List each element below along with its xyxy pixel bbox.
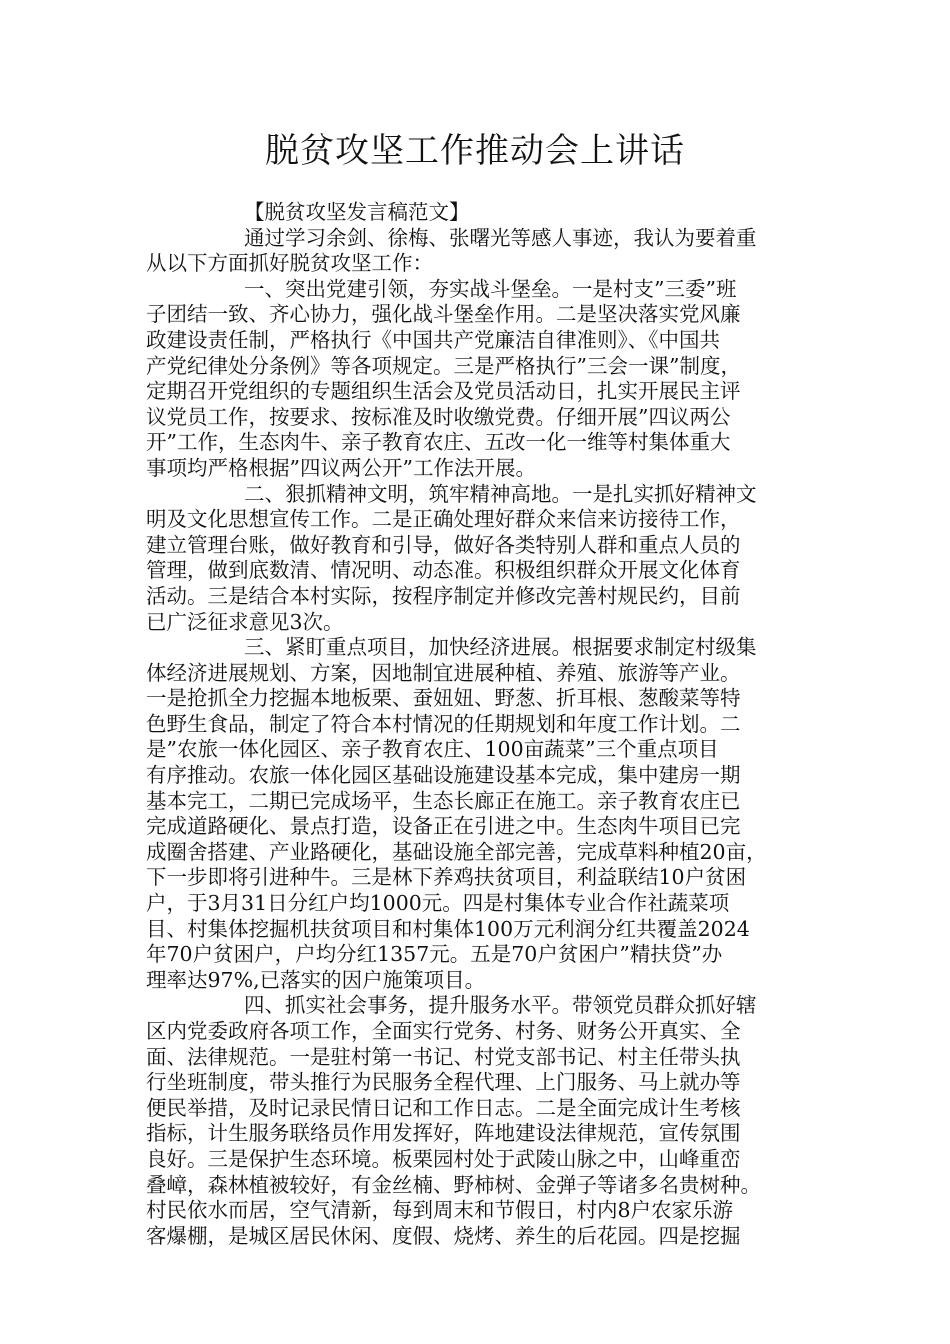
text-line: 开”工作，生态肉牛、亲子教育农庄、五改一化一维等村集体重大 — [146, 430, 731, 455]
text-line: 建立管理台账，做好教育和引导，做好各类特别人群和重点人员的 — [146, 532, 741, 557]
text-line: 三、紧盯重点项目，加快经济进展。根据要求制定村级集 — [244, 635, 757, 660]
text-line: 政建设责任制，严格执行《中国共产党廉洁自律准则》、《中国共 — [146, 327, 720, 352]
text-line: 一、突出党建引领，夯实战斗堡垒。一是村支”三委”班 — [244, 276, 737, 301]
text-line: 定期召开党组织的专题组织生活会及党员活动日，扎实开展民主评 — [146, 379, 741, 404]
text-line: 目、村集体挖掘机扶贫项目和村集体100万元利润分红共覆盖2024 — [146, 916, 750, 941]
text-line: 面、法律规范。一是驻村第一书记、村党支部书记、村主任带头执 — [146, 1044, 741, 1069]
text-line: 体经济进展规划、方案，因地制宜进展种植、养殖、旅游等产业。 — [146, 660, 741, 685]
text-line: 一是抢抓全力挖掘本地板栗、蚕妞妞、野葱、折耳根、葱酸菜等特 — [146, 686, 741, 711]
text-line: 便民举措，及时记录民情日记和工作日志。二是全面完成计生考核 — [146, 1095, 741, 1120]
text-line: 管理，做到底数清、情况明、动态准。积极组织群众开展文化体育 — [146, 558, 741, 583]
text-line: 事项均严格根据”四议两公开”工作法开展。 — [146, 455, 536, 480]
text-line: 从以下方面抓好脱贫攻坚工作： — [146, 251, 433, 276]
text-line: 指标，计生服务联络员作用发挥好，阵地建设法律规范，宣传氛围 — [146, 1121, 741, 1146]
text-line: 子团结一致、齐心协力，强化战斗堡垒作用。二是坚决落实党风廉 — [146, 302, 741, 327]
text-line: 客爆棚，是城区居民休闲、度假、烧烤、养生的后花园。四是挖掘 — [146, 1223, 741, 1248]
text-line: 产党纪律处分条例》等各项规定。三是严格执行”三会一课”制度， — [146, 353, 741, 378]
text-line: 活动。三是结合本村实际，按程序制定并修改完善村规民约，目前 — [146, 583, 741, 608]
text-line: 叠嶂，森林植被较好，有金丝楠、野柿树、金弹子等诸多名贵树种。 — [146, 1172, 761, 1197]
text-line: 议党员工作，按要求、按标准及时收缴党费。仔细开展”四议两公 — [146, 404, 731, 429]
text-line: 年70户贫困户，户均分红1357元。五是70户贫困户”精扶贷”办 — [146, 942, 723, 967]
document-body — [146, 200, 818, 1249]
text-line: 色野生食品，制定了符合本村情况的任期规划和年度工作计划。二 — [146, 711, 741, 736]
text-line: 理率达97%,已落实的因户施策项目。 — [146, 967, 486, 992]
text-line: 区内党委政府各项工作，全面实行党务、村务、财务公开真实、全 — [146, 1019, 741, 1043]
text-line: 行坐班制度，带头推行为民服务全程代理、上门服务、马上就办等 — [146, 1070, 741, 1095]
text-line: 四、抓实社会事务，提升服务水平。带领党员群众抓好辖 — [244, 993, 757, 1018]
text-line: 基本完工，二期已完成场平，生态长廊正在施工。亲子教育农庄已 — [146, 788, 741, 813]
document-title: 脱贫攻坚工作推动会上讲话 — [265, 131, 685, 171]
text-line: 是”农旅一体化园区、亲子教育农庄、100亩蔬菜”三个重点项目 — [146, 737, 719, 762]
text-line: 良好。三是保护生态环境。板栗园村处于武陵山脉之中，山峰重峦 — [146, 1146, 741, 1171]
text-line: 下一步即将引进种牛。三是林下养鸡扶贫项目，利益联结10户贫困 — [146, 865, 747, 890]
text-line: 完成道路硬化、景点打造，设备正在引进之中。生态肉牛项目已完 — [146, 814, 741, 839]
text-line: 通过学习余剑、徐梅、张曙光等感人事迹，我认为要着重 — [244, 225, 757, 250]
text-line: 村民依水而居，空气清新，每到周末和节假日，村内8户农家乐游 — [146, 1198, 734, 1223]
text-line: 二、狠抓精神文明，筑牢精神高地。一是扎实抓好精神文 — [244, 481, 757, 506]
text-line: 有序推动。农旅一体化园区基础设施建设基本完成，集中建房一期 — [146, 763, 741, 788]
text-line: 【脱贫攻坚发言稿范文】 — [244, 200, 470, 224]
text-line: 户，于3月31日分红户均1000元。四是村集体专业合作社蔬菜项 — [146, 891, 730, 916]
text-line: 已广泛征求意见3次。 — [146, 609, 344, 634]
text-line: 明及文化思想宣传工作。二是正确处理好群众来信来访接待工作， — [146, 507, 741, 532]
text-line: 成圈舍搭建、产业路硬化，基础设施全部完善，完成草料种植20亩， — [146, 839, 767, 864]
